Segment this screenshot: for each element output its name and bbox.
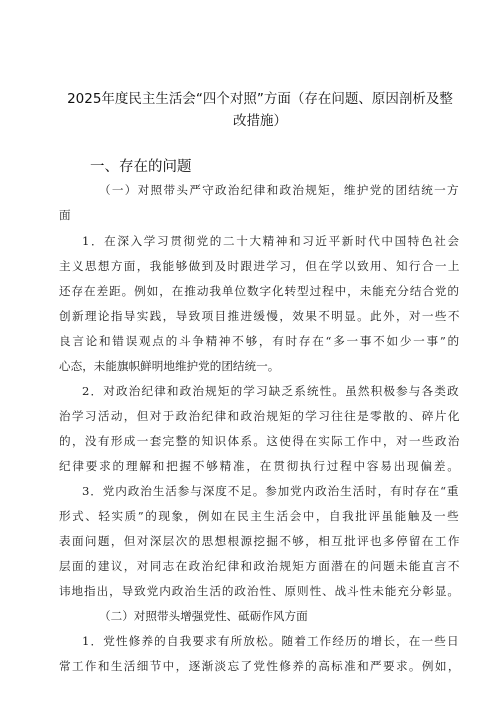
title-line-2: 改措施） [233, 113, 287, 129]
text-line: 纪律要求的理解和把握不够精准，在贯彻执行过程中容易出现偏差。 [59, 459, 461, 473]
document-title [60, 88, 460, 132]
text-line: 创新理论指导实践，导致项目推进缓慢，效果不明显。此外，对一些不 [59, 309, 461, 323]
text-line: 讳地指出，导致党内政治生活的政治性、原则性、战斗性未能充分彰显。 [59, 584, 460, 598]
text-line: 3．党内政治生活参与深度不足。参加党内政治生活时，有时存在“重 [82, 484, 460, 498]
title-line-1: 2025年度民主生活会“四个对照”方面（存在问题、原因剖析及整 [67, 91, 453, 107]
text-line: 心态，未能旗帜鲜明地维护党的团结统一。 [59, 359, 280, 373]
text-line: 1．党性修养的自我要求有所放松。随着工作经历的增长，在一些日 [82, 634, 460, 648]
text-line: 治学习活动，但对于政治纪律和政治规矩的学习往往是零散的、碎片化 [59, 409, 461, 423]
text-line: 1．在深入学习贯彻党的二十大精神和习近平新时代中国特色社会 [82, 234, 461, 248]
text-line: 良言论和错误观点的斗争精神不够，有时存在“多一事不如少一事”的 [59, 334, 461, 348]
text-line: 形式、轻实质”的现象，例如在民主生活会中，自我批评虽能触及一些 [59, 509, 461, 523]
subheading-1: （一）对照带头严守政治纪律和政治规矩，维护党的团结统一方 [99, 183, 460, 197]
text-line: 面 [59, 208, 71, 222]
text-line: 主义思想方面，我能够做到及时跟进学习，但在学以致用、知行合一上 [59, 259, 461, 273]
text-line: 的，没有形成一套完整的知识体系。这使得在实际工作中，对一些政治 [59, 434, 461, 448]
section-heading: 一、存在的问题 [90, 159, 192, 175]
text-line: 常工作和生活细节中，逐渐淡忘了党性修养的高标准和严要求。例如， [59, 659, 461, 673]
text-line: 还存在差距。例如，在推动我单位数字化转型过程中，未能充分结合党的 [59, 284, 460, 298]
text-line: 层面的建议，对同志在政治纪律和政治规矩方面潜在的问题未能直言不 [59, 559, 461, 573]
subheading-2: （二）对照带头增强党性、砥砺作风方面 [99, 609, 308, 623]
text-line: 表面问题，但对深层次的思想根源挖掘不够，相互批评也多停留在工作 [59, 534, 461, 548]
text-line: 2．对政治纪律和政治规矩的学习缺乏系统性。虽然积极参与各类政 [82, 384, 460, 398]
